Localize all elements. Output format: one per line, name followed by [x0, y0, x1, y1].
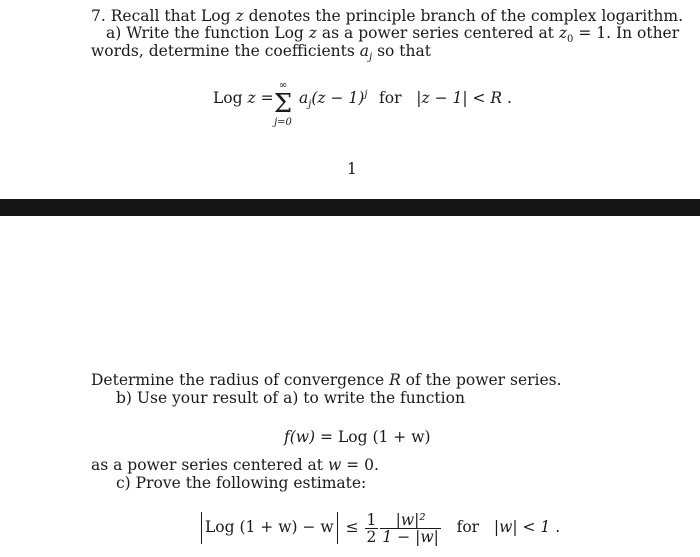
equation-1-condition: for |z − 1| < R . [379, 89, 512, 107]
part-a-text-pre: Write the function [126, 24, 270, 42]
intro-text-post: denotes the principle branch of the complex logarithm. [248, 7, 683, 25]
radius-line: Determine the radius of convergence R of the power series. [91, 371, 562, 389]
page-break-bar [0, 199, 700, 216]
equation-2: f(w) = Log (1 + w) [284, 428, 431, 446]
eq3-cond-expr: |w| < 1 [493, 518, 551, 536]
sum-sigma: Σ [273, 89, 293, 119]
part-a-text2-pre: words, determine the coefficients [91, 42, 355, 60]
intro-var: z [235, 7, 244, 25]
page-number: 1 [347, 160, 357, 178]
summation-symbol [268, 80, 298, 128]
part-a-text-mid: as a power series centered at [321, 24, 554, 42]
equation-1-lhs: Log z = [213, 89, 274, 107]
part-a-log: Log [274, 24, 304, 42]
eq3-cond-end: . [555, 518, 561, 536]
abs-bar-right [337, 512, 338, 544]
abs-bar-left [201, 512, 202, 544]
fraction-one-half: $\frac{1}{2}$ [366, 510, 377, 546]
part-a-z0: $z_0$ [558, 24, 574, 46]
part-c-text: Prove the following estimate: [135, 474, 367, 492]
part-a-var: z [308, 24, 317, 42]
part-a-line-2 [91, 42, 431, 64]
eq3-cond-word: for [456, 518, 480, 536]
part-a-eq: = 1. In other [578, 24, 680, 42]
equation-3 [198, 510, 560, 545]
part-b-text: Use your result of a) to write the function [136, 389, 465, 407]
part-c-label: c) [116, 474, 131, 492]
sum-upper-limit: ∞ [278, 80, 288, 91]
equation-1-term: $a_j(z - 1)^j$ [299, 88, 368, 111]
intro-log: Log [200, 7, 231, 25]
fraction-w-squared: $\frac{\text{|w|²}}{1 - |w|}$ [382, 510, 439, 546]
part-a-text2-post: so that [377, 42, 431, 60]
eq3-lhs: Log (1 + w) − w [205, 518, 334, 536]
part-a-line-1 [106, 24, 680, 46]
problem-number: 7. [91, 7, 106, 25]
series-line: as a power series centered at w = 0. [91, 456, 379, 474]
intro-text-pre: Recall that [110, 7, 197, 25]
coefficient-symbol: $a_j$ [359, 42, 373, 64]
sum-lower-limit: j=0 [274, 117, 292, 128]
part-b-label: b) [116, 389, 132, 407]
part-b-line [116, 389, 465, 407]
problem-intro-line [91, 7, 683, 25]
part-c-line [116, 474, 366, 492]
part-a-label: a) [106, 24, 122, 42]
eq3-leq: ≤ [345, 518, 359, 536]
